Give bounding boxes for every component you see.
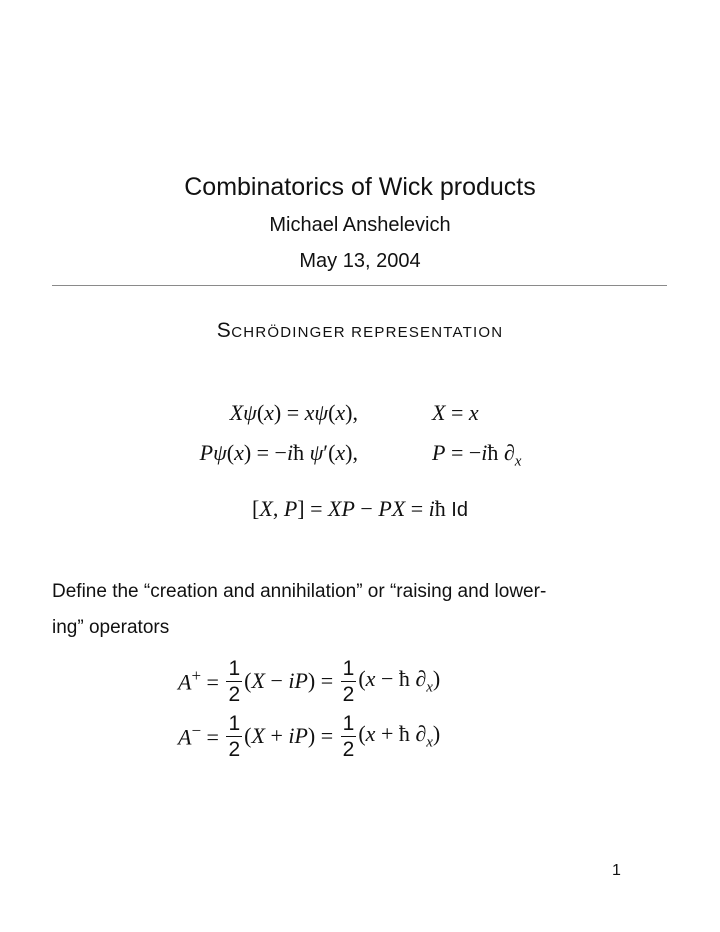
equation-2-left: Pψ(x) = −iħ ψ′(x), xyxy=(199,440,358,465)
date: May 13, 2004 xyxy=(299,250,421,272)
section-heading xyxy=(0,319,720,343)
lowering-operator-equation: A− = $\frac{1}{2}$ (X + iP) = $\frac{1}{2}$ (x + ħ $\partial_x$) xyxy=(178,711,441,761)
equation-1-right: X = x xyxy=(432,400,479,425)
raising-operator-equation: A+ = $\frac{1}{2}$ (X − iP) = $\frac{1}{2}$ (x − ħ $\partial_x$) xyxy=(178,656,441,706)
paragraph-line-2: ing” operators xyxy=(52,617,170,638)
page-title: Combinatorics of Wick products xyxy=(184,173,536,201)
body-paragraph xyxy=(52,574,672,646)
section-heading-initial: S xyxy=(216,319,232,342)
fraction-half: $\frac{1}{2}$ xyxy=(228,711,241,761)
equation-2-right: P = −iħ $\partial_x$ xyxy=(432,440,522,470)
fraction-half: $\frac{1}{2}$ xyxy=(228,656,241,706)
equation-1-left: Xψ(x) = xψ(x), xyxy=(229,400,358,425)
commutator-equation: [X, P] = XP − PX = iħ Id xyxy=(252,496,468,521)
paragraph-line-1: Define the “creation and annihilation” or “raising and lower- xyxy=(52,581,547,602)
fraction-half: $\frac{1}{2}$ xyxy=(342,711,355,761)
horizontal-rule xyxy=(52,285,667,286)
page-number: 1 xyxy=(612,862,621,879)
fraction-half: $\frac{1}{2}$ xyxy=(342,656,355,706)
author-name: Michael Anshelevich xyxy=(269,214,451,236)
section-heading-rest: CHRÖDINGER REPRESENTATION xyxy=(231,324,504,341)
